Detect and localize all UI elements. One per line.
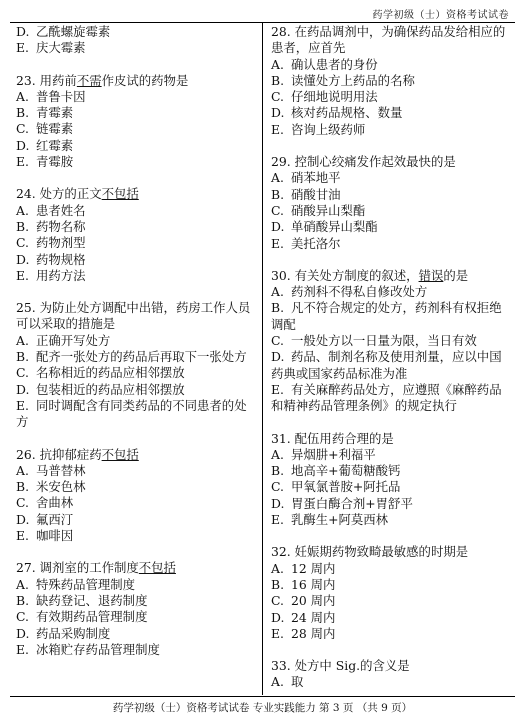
- question-text: 23. 用药前: [16, 72, 77, 88]
- option-letter: A.: [16, 88, 29, 104]
- question-stem: [16, 560, 252, 576]
- answer-option: [271, 122, 513, 138]
- option-letter: D.: [271, 495, 285, 511]
- question-text: 的是: [443, 267, 469, 283]
- left-column: [16, 24, 252, 658]
- answer-option: [271, 170, 513, 186]
- option-letter: B.: [271, 576, 285, 592]
- answer-option: [16, 593, 252, 609]
- answer-option: [16, 463, 252, 479]
- answer-option: [16, 105, 252, 121]
- option-text: 药剂科不得私自修改处方: [287, 284, 428, 300]
- answer-option: [16, 252, 252, 268]
- option-letter: C.: [271, 593, 284, 609]
- question-spacer: [271, 252, 513, 268]
- option-text: 米安色林: [32, 479, 86, 495]
- option-letter: E.: [16, 40, 29, 56]
- option-text: 凡不符合规定的处方，药剂科有权拒绝调配: [271, 300, 502, 332]
- option-text: 异烟肼+利福平: [287, 446, 376, 462]
- answer-option: [16, 138, 252, 154]
- option-letter: A.: [16, 332, 29, 348]
- option-text: 12 周内: [287, 560, 336, 576]
- option-text: 冰箱贮存药品管理制度: [32, 641, 160, 657]
- option-letter: B.: [16, 479, 30, 495]
- option-letter: D.: [271, 219, 285, 235]
- option-text: 有效期药品管理制度: [32, 609, 148, 625]
- option-text: 青霉胺: [32, 154, 74, 170]
- answer-option: [16, 626, 252, 642]
- answer-option: [271, 496, 513, 512]
- option-text: 硝酸甘油: [287, 186, 341, 202]
- answer-option: [271, 593, 513, 609]
- option-letter: B.: [271, 72, 285, 88]
- answer-option: [271, 219, 513, 235]
- option-text: 美托洛尔: [287, 235, 341, 251]
- answer-option: [16, 398, 252, 431]
- option-letter: D.: [16, 511, 30, 527]
- question-spacer: [16, 57, 252, 73]
- question-text: 30. 有关处方制度的叙述，: [271, 267, 419, 283]
- answer-option: [16, 24, 252, 40]
- answer-option: [271, 73, 513, 89]
- option-text: 药物规格: [32, 251, 86, 267]
- question-emphasis: 不包括: [138, 560, 176, 576]
- option-text: 硝酸异山梨酯: [287, 202, 366, 218]
- option-letter: D.: [16, 137, 30, 153]
- option-text: 正确开写处方: [32, 332, 111, 348]
- option-letter: D.: [16, 24, 30, 39]
- option-letter: C.: [16, 609, 29, 625]
- option-text: 舍曲林: [32, 495, 74, 511]
- option-letter: A.: [16, 202, 29, 218]
- option-text: 仔细地说明用法: [287, 89, 378, 105]
- option-text: 16 周内: [287, 576, 336, 592]
- option-text: 红霉素: [32, 137, 74, 153]
- question-stem: [16, 447, 252, 463]
- answer-option: [16, 382, 252, 398]
- option-text: 药物剂型: [32, 235, 86, 251]
- question-spacer: [271, 642, 513, 658]
- question-emphasis: 不包括: [101, 186, 139, 202]
- option-text: 青霉素: [32, 105, 74, 121]
- option-letter: E.: [271, 121, 284, 137]
- answer-option: [271, 626, 513, 642]
- option-text: 取: [287, 674, 304, 690]
- answer-option: [271, 479, 513, 495]
- option-letter: E.: [16, 641, 29, 657]
- option-text: 硝苯地平: [287, 170, 341, 186]
- option-text: 单硝酸异山梨酯: [287, 219, 378, 235]
- answer-option: [271, 89, 513, 105]
- question-text: 29. 控制心绞痛发作起效最快的是: [271, 154, 456, 170]
- option-letter: E.: [271, 512, 284, 528]
- answer-option: [271, 203, 513, 219]
- answer-option: [16, 479, 252, 495]
- question-stem: [16, 300, 252, 333]
- question-spacer: [271, 138, 513, 154]
- answer-option: [271, 300, 513, 333]
- answer-option: [271, 463, 513, 479]
- answer-option: [271, 57, 513, 73]
- option-letter: D.: [271, 105, 285, 121]
- answer-option: [16, 154, 252, 170]
- page-header: 药学初级（士）资格考试试卷: [372, 10, 509, 21]
- answer-option: [16, 89, 252, 105]
- option-text: 有关麻醉药品处方，应遵照《麻醉药品和精神药品管理条例》的规定执行: [271, 381, 502, 414]
- question-spacer: [16, 170, 252, 186]
- option-text: 名称相近的药品应相邻摆放: [32, 365, 185, 381]
- answer-option: [16, 349, 252, 365]
- option-text: 20 周内: [287, 593, 336, 609]
- answer-option: [16, 333, 252, 349]
- option-letter: B.: [16, 218, 30, 234]
- question-text: 27. 调剂室的工作制度: [16, 560, 139, 576]
- answer-option: [271, 236, 513, 252]
- option-text: 缺药登记、退药制度: [32, 592, 148, 608]
- answer-option: [16, 219, 252, 235]
- option-text: 核对药品规格、数量: [287, 105, 403, 121]
- option-letter: E.: [16, 154, 29, 170]
- answer-option: [271, 187, 513, 203]
- column-divider: [262, 22, 263, 695]
- option-text: 24 周内: [287, 609, 336, 625]
- option-letter: E.: [271, 235, 284, 251]
- question-stem: [271, 658, 513, 674]
- option-letter: D.: [16, 625, 30, 641]
- footer-rule: [10, 696, 515, 697]
- option-text: 乙酰螺旋霉素: [32, 24, 111, 39]
- question-spacer: [16, 431, 252, 447]
- option-text: 读懂处方上药品的名称: [287, 72, 415, 88]
- option-letter: C.: [271, 333, 284, 349]
- question-text: 32. 妊娠期药物致畸最敏感的时期是: [271, 544, 469, 560]
- answer-option: [271, 382, 513, 415]
- answer-option: [271, 577, 513, 593]
- option-letter: B.: [16, 349, 30, 365]
- question-stem: [271, 431, 513, 447]
- question-text: 25. 为防止处方调配中出错，药房工作人员可以采取的措施是: [16, 300, 251, 332]
- answer-option: [16, 121, 252, 137]
- question-emphasis: 不需: [76, 72, 102, 88]
- answer-option: [271, 284, 513, 300]
- question-text: 26. 抗抑郁症药: [16, 446, 102, 462]
- option-letter: E.: [16, 397, 29, 413]
- answer-option: [271, 447, 513, 463]
- option-letter: B.: [16, 105, 30, 121]
- question-stem: [271, 24, 513, 57]
- option-letter: B.: [271, 186, 285, 202]
- right-column: [271, 24, 513, 691]
- option-letter: E.: [16, 267, 29, 283]
- question-emphasis: 不包括: [101, 446, 139, 462]
- option-letter: A.: [271, 674, 284, 690]
- question-stem: [271, 544, 513, 560]
- option-text: 庆大霉素: [32, 40, 86, 56]
- question-stem: [271, 154, 513, 170]
- option-letter: E.: [16, 528, 29, 544]
- option-text: 药品采购制度: [32, 625, 111, 641]
- answer-option: [271, 349, 513, 382]
- answer-option: [16, 235, 252, 251]
- answer-option: [16, 512, 252, 528]
- answer-option: [16, 577, 252, 593]
- option-letter: A.: [16, 462, 29, 478]
- answer-option: [271, 512, 513, 528]
- option-text: 链霉素: [32, 121, 74, 137]
- option-text: 一般处方以一日量为限，当日有效: [287, 333, 477, 349]
- option-letter: C.: [271, 479, 284, 495]
- option-text: 包装相近的药品应相邻摆放: [32, 381, 185, 397]
- option-text: 确认患者的身份: [287, 56, 378, 72]
- question-text: 33. 处方中 Sig.的含义是: [271, 658, 410, 674]
- option-letter: B.: [271, 463, 285, 479]
- question-spacer: [271, 415, 513, 431]
- answer-option: [16, 642, 252, 658]
- answer-option: [16, 365, 252, 381]
- option-letter: D.: [16, 381, 30, 397]
- answer-option: [271, 610, 513, 626]
- option-letter: E.: [271, 381, 284, 397]
- option-letter: D.: [271, 349, 285, 365]
- question-text: 31. 配伍用药合理的是: [271, 430, 394, 446]
- question-stem: [271, 268, 513, 284]
- option-letter: C.: [271, 202, 284, 218]
- option-text: 配齐一张处方的药品后再取下一张处方: [32, 349, 247, 365]
- option-text: 28 周内: [287, 625, 336, 641]
- option-text: 药物名称: [32, 218, 86, 234]
- answer-option: [271, 105, 513, 121]
- option-text: 马普替林: [32, 462, 86, 478]
- option-letter: B.: [16, 592, 30, 608]
- option-letter: D.: [16, 251, 30, 267]
- answer-option: [16, 528, 252, 544]
- option-letter: A.: [16, 576, 29, 592]
- question-text: 作皮试的药物是: [101, 72, 189, 88]
- option-letter: C.: [16, 121, 29, 137]
- option-letter: C.: [16, 495, 29, 511]
- question-spacer: [16, 544, 252, 560]
- option-text: 同时调配含有同类药品的不同患者的处方: [16, 397, 247, 430]
- option-letter: A.: [271, 446, 284, 462]
- option-text: 用药方法: [32, 267, 86, 283]
- answer-option: [271, 561, 513, 577]
- option-text: 地高辛+葡萄糖酸钙: [287, 463, 401, 479]
- answer-option: [271, 333, 513, 349]
- option-letter: A.: [271, 56, 284, 72]
- answer-option: [271, 674, 513, 690]
- option-text: 乳酶生+阿莫西林: [287, 512, 389, 528]
- option-text: 咖啡因: [32, 528, 74, 544]
- question-spacer: [16, 284, 252, 300]
- option-letter: C.: [16, 235, 29, 251]
- page-footer: 药学初级（士）资格考试试卷 专业实践能力 第 3 页 （共 9 页）: [112, 702, 413, 714]
- option-text: 氟西汀: [32, 511, 74, 527]
- option-text: 普鲁卡因: [32, 88, 86, 104]
- question-stem: [16, 186, 252, 202]
- question-text: 24. 处方的正文: [16, 186, 102, 202]
- option-text: 患者姓名: [32, 202, 86, 218]
- option-letter: E.: [271, 625, 284, 641]
- question-spacer: [271, 528, 513, 544]
- answer-option: [16, 40, 252, 56]
- option-letter: B.: [271, 300, 285, 316]
- option-letter: A.: [271, 170, 284, 186]
- option-text: 药品、制剂名称及使用剂量，应以中国药典或国家药品标准为准: [271, 349, 502, 381]
- option-text: 咨询上级药师: [287, 121, 366, 137]
- answer-option: [16, 203, 252, 219]
- question-emphasis: 错误: [418, 267, 444, 283]
- question-stem: [16, 73, 252, 89]
- answer-option: [16, 609, 252, 625]
- option-letter: D.: [271, 609, 285, 625]
- option-text: 特殊药品管理制度: [32, 576, 136, 592]
- answer-option: [16, 495, 252, 511]
- question-text: 28. 在药品调剂中，为确保药品发给相应的患者，应首先: [271, 24, 506, 56]
- option-letter: C.: [271, 89, 284, 105]
- option-letter: A.: [271, 560, 284, 576]
- answer-option: [16, 268, 252, 284]
- option-letter: A.: [271, 284, 284, 300]
- option-letter: C.: [16, 365, 29, 381]
- option-text: 甲氧氯普胺+阿托品: [287, 479, 401, 495]
- option-text: 胃蛋白酶合剂+胃舒平: [287, 495, 413, 511]
